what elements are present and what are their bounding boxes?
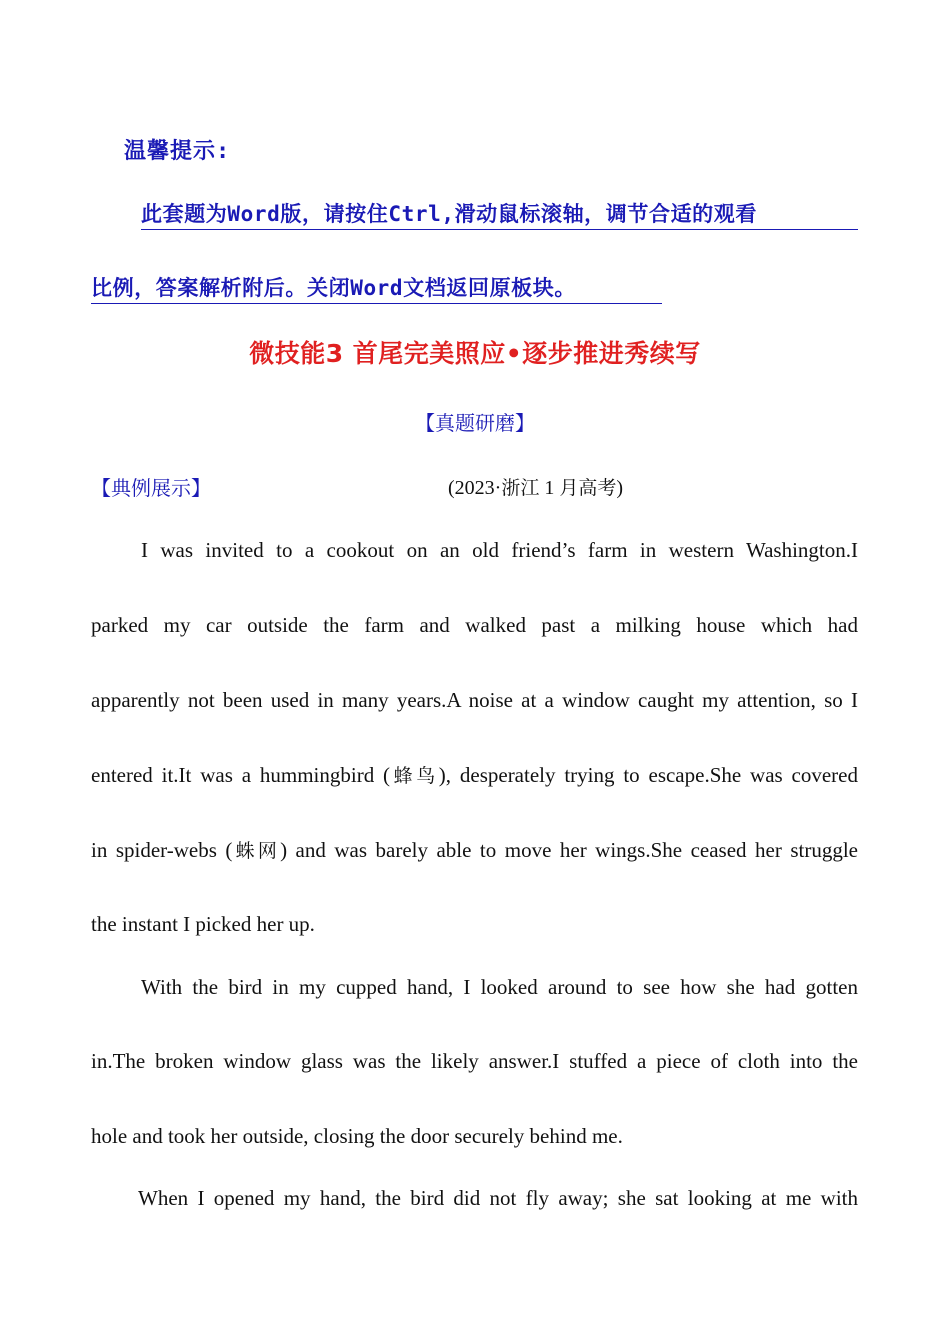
tip-text-line-1[interactable]: 此套题为Word版，请按住Ctrl,滑动鼠标滚轴，调节合适的观看 [141, 199, 858, 230]
passage-line [91, 761, 858, 790]
passage-line: I was invited to a cookout on an old friend’s farm in western Washington.I [141, 538, 858, 562]
passage-text: in spider-webs ( [91, 838, 233, 862]
source-close: ) [616, 477, 624, 499]
passage-line: the instant I picked her up. [91, 912, 315, 936]
passage-line: apparently not been used in many years.A noise at a window caught my attention, so I [91, 688, 858, 712]
gloss-spider-webs: 蛛网 [232, 840, 281, 862]
passage-line: in.The broken window glass was the likely answer.I stuffed a piece of cloth into the [91, 1049, 858, 1073]
source-region: 浙江 [501, 477, 540, 499]
source-citation [448, 473, 623, 500]
source-month: 1 [539, 477, 560, 499]
tip-text-line-2[interactable]: 比例，答案解析附后。关闭Word文档返回原板块。 [91, 273, 662, 304]
passage-line [91, 836, 858, 865]
passage-text: ) and was barely able to move her wings.She ceased her struggle [280, 838, 858, 862]
passage-text: ), desperately trying to escape.She was covered [438, 763, 858, 787]
passage-text: entered it.It was a hummingbird ( [91, 763, 391, 787]
example-label: 【典例展示】 [91, 476, 211, 500]
passage-line: With the bird in my cupped hand, I looked around to see how she had gotten [141, 975, 858, 999]
source-open: (2023· [448, 477, 502, 499]
source-exam: 月高考 [559, 477, 617, 499]
tip-title: 温馨提示: [124, 139, 231, 164]
section-heading: 【真题研磨】 [415, 411, 535, 435]
passage-line: hole and took her outside, closing the door securely behind me. [91, 1124, 623, 1148]
passage-line: When I opened my hand, the bird did not fly away; she sat looking at me with [138, 1186, 858, 1210]
page-title: 微技能3 首尾完美照应•逐步推进秀续写 [249, 339, 701, 368]
gloss-hummingbird: 蜂鸟 [390, 765, 439, 787]
passage-line: parked my car outside the farm and walked past a milking house which had [91, 613, 858, 637]
